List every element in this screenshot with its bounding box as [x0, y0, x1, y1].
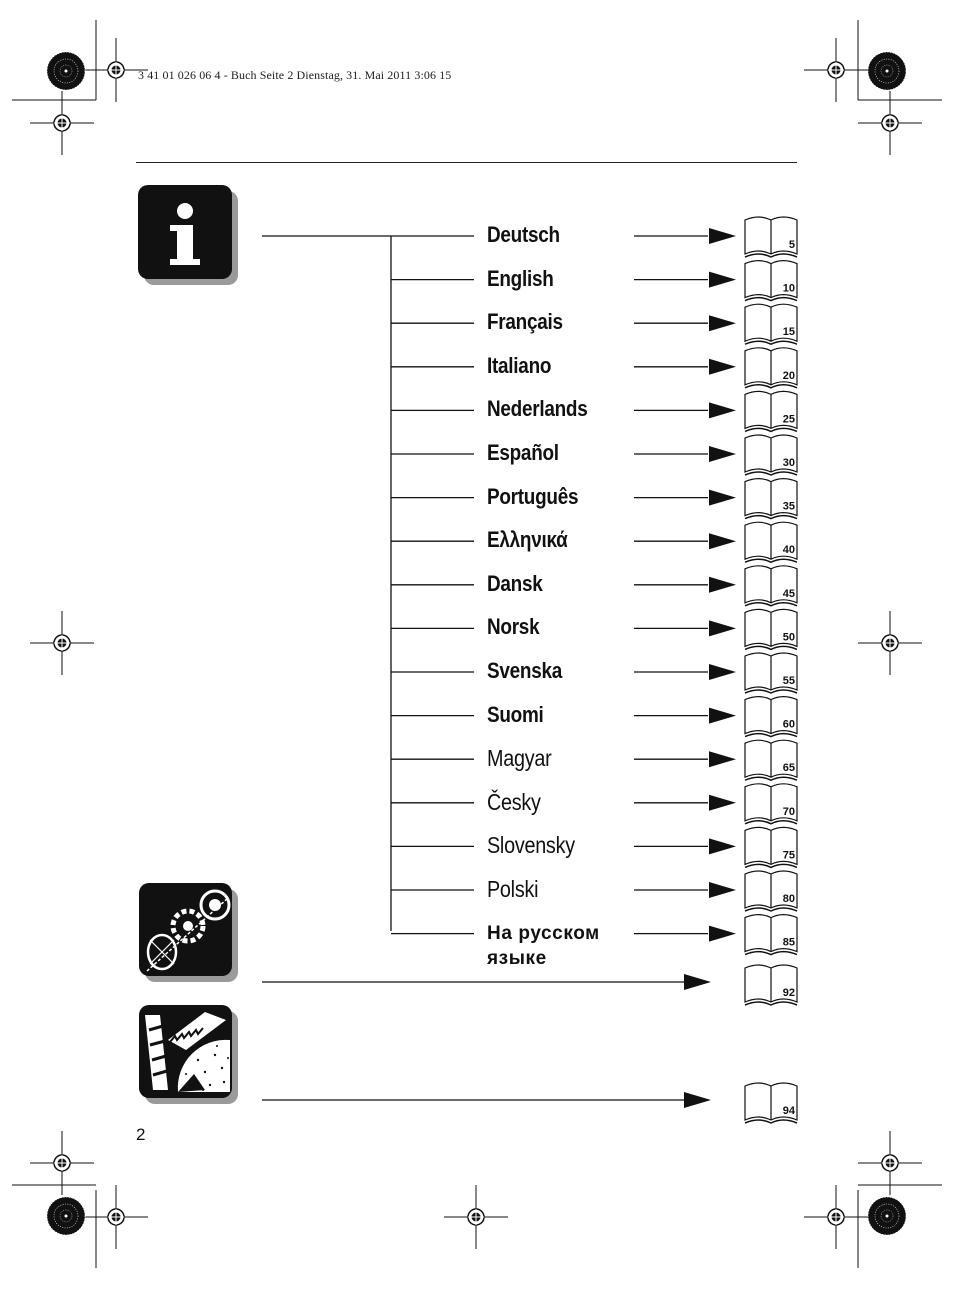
book-page-icon: [745, 261, 797, 301]
arrow-icon: [709, 751, 736, 767]
book-page-icon: [745, 871, 797, 911]
book-page-icon: [745, 1083, 797, 1123]
book-page-icon: [745, 827, 797, 867]
language-label: Deutsch: [487, 222, 560, 247]
arrow-icon: [709, 882, 736, 898]
book-page-icon: [745, 566, 797, 606]
language-label: English: [487, 265, 554, 291]
language-label: Español: [487, 440, 559, 465]
arrow-icon: [709, 228, 736, 244]
book-page-icon: [745, 391, 797, 431]
language-label: Ελληνικά: [487, 527, 568, 553]
language-row-graphic: [391, 566, 797, 606]
arrow-icon: [709, 272, 736, 288]
arrow-icon: [709, 402, 736, 418]
language-label: На русском языке: [487, 922, 600, 969]
language-label: Italiano: [487, 352, 552, 378]
book-page-icon: [745, 915, 797, 955]
accessories-icon: [139, 883, 238, 982]
page-ref-number: 5: [788, 239, 795, 251]
book-page-icon: [745, 435, 797, 475]
language-row-graphic: [391, 871, 797, 911]
print-file-info: 3 41 01 026 06 4 - Buch Seite 2 Dienstag, 31. Mai 2011 3:06 15: [138, 68, 452, 82]
book-page-icon: [745, 653, 797, 693]
language-row-graphic: [391, 653, 797, 693]
language-label: Svenska: [487, 658, 562, 683]
book-page-icon: [745, 522, 797, 562]
book-page-icon: [745, 304, 797, 344]
arrow-icon: [709, 926, 736, 942]
arrow-icon: [709, 490, 736, 506]
cutting-tools-icon: [139, 1005, 238, 1104]
language-row-graphic: [391, 304, 797, 344]
page-ref-number: 25: [782, 413, 795, 426]
book-page-icon: [745, 609, 797, 649]
language-label: Polski: [487, 876, 539, 902]
arrow-icon: [709, 315, 736, 331]
page-ref-number: 35: [782, 500, 795, 513]
language-label: Français: [487, 309, 563, 335]
language-label: Česky: [487, 788, 541, 815]
arrow-icon: [709, 577, 736, 593]
arrow-icon: [709, 533, 736, 549]
language-label: Norsk: [487, 614, 540, 640]
language-row-graphic: [391, 261, 797, 301]
section-row-graphic: [745, 1083, 797, 1123]
page-ref-number: 30: [782, 457, 795, 469]
page-ref-number: 20: [782, 369, 795, 382]
book-page-icon: [745, 740, 797, 780]
page-ref-number: 85: [782, 936, 795, 949]
page-ref-number: 15: [782, 326, 795, 339]
arrow-icon: [709, 708, 736, 724]
page-ref-number: 45: [782, 587, 795, 600]
language-label: Português: [487, 483, 579, 509]
page-ref-number: 94: [782, 1105, 795, 1117]
page-ref-number: 80: [782, 893, 795, 905]
language-label: Magyar: [487, 745, 552, 772]
language-label: Suomi: [487, 701, 544, 727]
language-row-graphic: [391, 609, 797, 649]
page-number: 2: [136, 1125, 146, 1144]
book-page-icon: [745, 965, 797, 1005]
page-ref-number: 60: [782, 718, 795, 731]
arrow-icon: [709, 359, 736, 375]
book-page-icon: [745, 784, 797, 824]
info-icon: [138, 185, 238, 285]
book-page-icon: [745, 697, 797, 737]
book-page-icon: [745, 479, 797, 519]
page-ref-number: 50: [782, 631, 795, 644]
book-page-icon: [745, 348, 797, 388]
page-ref-number: 75: [782, 849, 795, 862]
page-ref-number: 65: [782, 762, 795, 775]
page-ref-number: 70: [782, 805, 795, 818]
language-row-graphic: [391, 740, 797, 780]
language-rows-graphics: [391, 217, 797, 1123]
language-row-graphic: [391, 697, 797, 737]
arrow-icon: [709, 446, 736, 462]
language-row-graphic: [391, 479, 797, 519]
arrow-icon: [709, 838, 736, 854]
page-ref-number: 40: [782, 544, 795, 557]
page-ref-number: 10: [782, 282, 795, 295]
language-row-graphic: [391, 348, 797, 388]
language-row-graphic: [634, 217, 797, 257]
book-page-icon: [745, 217, 797, 257]
page-ref-number: 92: [782, 987, 795, 999]
arrow-icon: [709, 664, 736, 680]
section-row-graphic: [745, 965, 797, 1005]
language-row-graphic: [391, 522, 797, 562]
language-row-graphic: [391, 435, 797, 475]
language-label: Dansk: [487, 570, 543, 596]
arrow-icon: [709, 795, 736, 811]
language-label: Slovensky: [487, 832, 575, 859]
language-row-graphic: [391, 827, 797, 867]
language-row-graphic: [391, 784, 797, 824]
language-label: Nederlands: [487, 396, 588, 422]
page-ref-number: 55: [782, 675, 795, 687]
language-row-graphic: [391, 391, 797, 431]
arrow-icon: [709, 620, 736, 636]
